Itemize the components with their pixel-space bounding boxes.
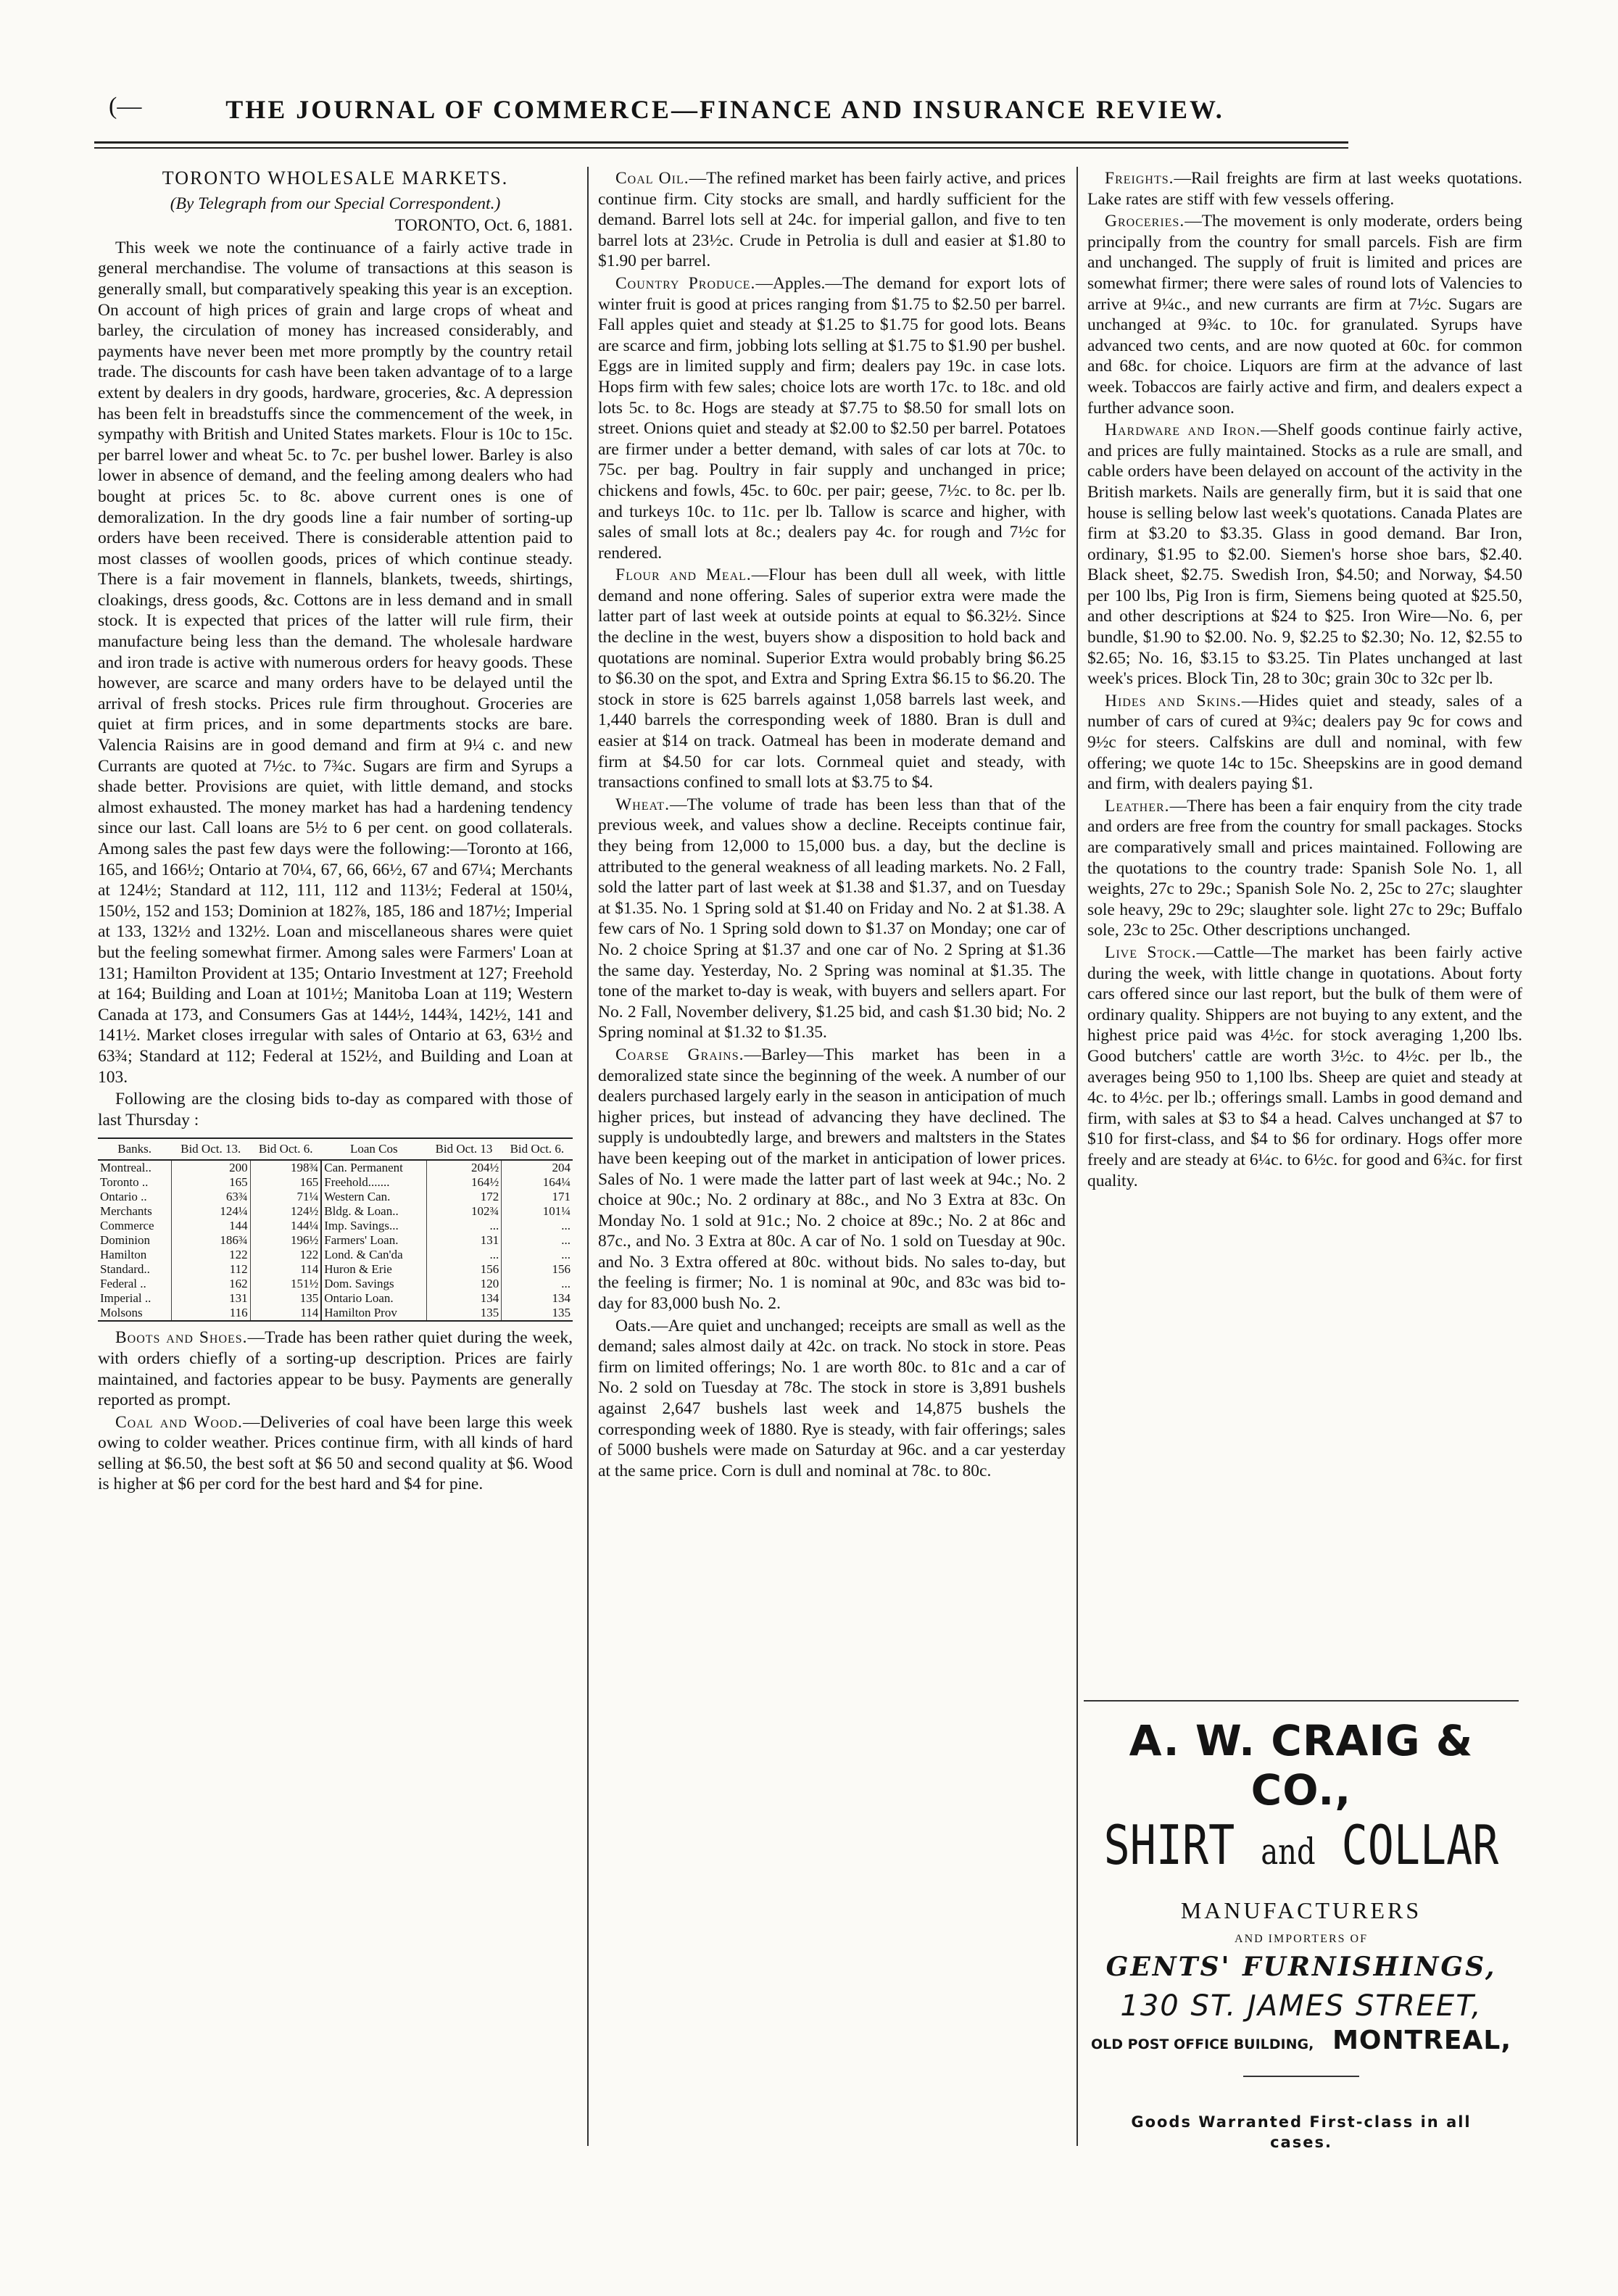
bids-table-row	[98, 1248, 573, 1262]
bids-table-cell: 156	[426, 1262, 502, 1277]
coal-oil-paragraph	[598, 168, 1066, 272]
bids-table-cell: 135	[426, 1306, 502, 1321]
coarse-grains-heading: Coarse Grains.	[615, 1045, 744, 1064]
coal-wood-paragraph	[98, 1412, 573, 1495]
ad-shirt: SHIRT	[1103, 1814, 1235, 1878]
bids-table-cell: Montreal..	[100, 1161, 152, 1175]
leather-text: —There has been a fair enquiry from the city trade and orders are free from the country for small packages. Stocks are comparatively small and prices maintained. Following are the quotations to the country trade: Spanish Sole No. 1, all weights, 27c to 29c.; Spanish Sole No. 2, 25c to 27c; slaughter sole heavy, 29c to 29c; slaughter sole. light 27c to 29c; Buffalo sole, 23c to 25c. Other descriptions unchanged.	[1087, 796, 1522, 940]
ad-address: 130 ST. JAMES STREET,	[1120, 1989, 1482, 2023]
bids-table-cell: 131	[171, 1291, 250, 1306]
column-divider-2	[1076, 167, 1078, 2146]
bids-table-cell: Standard..	[100, 1262, 150, 1277]
flour-meal-text: —Flour has been dull all week, with little demand and none offering. Sales of superior extra were made the latter part of last week at outside points at equal to $6.32½. Since the decline in the west, buyers show a disposition to hold back and quotations are nominal. Superior Extra would probably bring $6.25 to $6.30 on the spot, and Extra and Spring Extra $6.15 to $6.20. The stock in store is 625 barrels against 1,058 barrels last week, and 1,440 barrels the corresponding week of 1880. Bran is dull and easier at $14 on track. Oatmeal has been in moderate demand and firm at $4.50 for car lots. Cornmeal quiet and steady, with transactions confined to small lots at $3.75 to $4.	[598, 565, 1066, 792]
bids-table-cell: 164¼	[502, 1175, 573, 1190]
header-rule-top	[94, 141, 1348, 144]
bids-table-cell: Toronto ..	[100, 1175, 149, 1190]
bids-table-cell: 114	[250, 1262, 321, 1277]
column-1	[98, 168, 573, 2198]
ad-manufacturers: MANUFACTURERS	[1180, 1897, 1422, 1923]
bids-table-cell: Hamilton	[100, 1248, 147, 1262]
bids-table-cell: Huron & Erie	[321, 1262, 426, 1277]
bids-table-cell: 71¼	[250, 1190, 321, 1204]
wheat-heading: Wheat.	[615, 795, 670, 814]
bids-table-row	[98, 1262, 573, 1277]
bids-table-body	[98, 1160, 573, 1321]
bids-intro: Following are the closing bids to-day as compared with those of last Thursday :	[98, 1090, 573, 1130]
bids-table-cell: 114	[250, 1306, 321, 1321]
hardware-iron-paragraph	[1087, 420, 1522, 689]
bids-table-cell: 165	[250, 1175, 321, 1190]
bids-table-cell: 164½	[426, 1175, 502, 1190]
article-subtitle: (By Telegraph from our Special Correspondent.)	[170, 194, 501, 213]
ad-importers: AND IMPORTERS OF	[1235, 1933, 1368, 1945]
bids-table-header	[98, 1138, 573, 1160]
hardware-iron-heading: Hardware and Iron.	[1105, 420, 1261, 440]
bids-table-cell: 162	[171, 1277, 250, 1291]
bids-header-cell: Bid Oct. 13	[426, 1138, 502, 1160]
groceries-text: —The movement is only moderate, orders being principally from the country for small parcels. Fish are firm and unchanged. The supply of fruit is limited and prices are somewhat firmer; there were sales of round lots of Valencies to arrive at 9¼c., and new currants are firm at 7½c. Sugars are unchanged at 9¾c. to 10c. for granulated. Syrups have advanced two cents, and are now quoted at 60c. for common and 68c. for choice. Liquors are firm at the advance of last week. Tobaccos are fairly active and firm, and dealers expect a further advance soon.	[1087, 212, 1522, 418]
bids-table-cell: 144¼	[250, 1219, 321, 1233]
ad-company-name: A. W. CRAIG & CO.,	[1129, 1716, 1474, 1815]
bids-table-cell: 135	[502, 1306, 573, 1321]
live-stock-text: —Cattle—The market has been fairly active during the week, with little change in quotations. About forty cars offered since our last report, but the bulk of them were of ordinary quality. Shippers are not buying to any extent, and the highest price paid was 4½c. for stock averaging 1,200 lbs. Good butchers' cattle are worth 3½c. to 4½c. per lb., the averages being 950 to 1,100 lbs. Sheep are quiet and steady at 4c. to 4½c. per lb.; offerings small. Lambs in good demand and firm, with sales at $3 to $4 a head. Calves unchanged at $7 to $10 for first-class, and $4 to $6 for ordinary. Hogs offer more freely and are steady at 6¼c. to 6½c. for good and 6¾c. for first quality.	[1087, 942, 1522, 1190]
bids-table-row	[98, 1291, 573, 1306]
bids-table-cell: 112	[171, 1262, 250, 1277]
article-dateline: TORONTO, Oct. 6, 1881.	[394, 216, 573, 236]
bids-table-row	[98, 1306, 573, 1321]
hides-skins-heading: Hides and Skins.	[1105, 691, 1242, 710]
bids-table-row	[98, 1190, 573, 1204]
bids-table-cell: Can. Permanent	[321, 1160, 426, 1175]
bids-table-cell: 134	[502, 1291, 573, 1306]
bids-table-cell: 200	[171, 1160, 250, 1175]
groceries-heading: Groceries.	[1105, 212, 1185, 231]
bids-header-cell: Bid Oct. 6.	[250, 1138, 321, 1160]
live-stock-paragraph	[1087, 942, 1522, 1191]
country-produce-heading: Country Produce.	[615, 273, 756, 293]
bids-table-cell: Dominion	[100, 1233, 150, 1248]
market-report-paragraph: This week we note the continuance of a fairly active trade in general merchandise. The volume of transactions at this season is generally small, but comparatively speaking this year is an exception. On account of high prices of grain and large crops of wheat and barley, the circulation of money has increased considerably, and payments have never been met more promptly by the country retail trade. The discounts for cash have been taken advantage of to a large extent by dealers in dry goods, hardware, groceries, &c. A depression has been felt in breadstuffs since the commencement of the week, in sympathy with British and United States markets. Flour is 10c to 15c. per barrel lower and wheat 5c. to 7c. per bushel lower. Barley is also lower in absence of demand, and the feeling among dealers who had bought at prices 5c. to 8c. above current ones is one of demoralization. In the dry goods line a fair number of sorting-up orders have been received. There is considerable attention paid to most classes of woollen goods, prices of which continue steady. There is a fair movement in flannels, blankets, tweeds, shirtings, cloakings, dress goods, &c. Cottons are in less demand and in small stock. It is expected that prices of the latter will rule firm, their manufacture being less than the demand. The wholesale hardware and iron trade is active with numerous orders for heavy goods. These however, are scarce and many orders have to be delayed until the arrival of fresh stocks. Prices rule firm throughout. Groceries are quiet at firm prices, and in some departments stocks are bare. Valencia Raisins are in good demand and firm at 9¼ c. and new Currants are quoted at 7½c. to 7¾c. Sugars are firm and Syrups a shade better. Provisions are quiet, with little demand, and stocks almost exhausted. The money market has had a hardening tendency since our last. Call loans are 5½ to 6 per cent. on good collaterals. Among sales the past few days were the following:—Toronto at 166, 165, and 166½; Ontario at 70¼, 67, 66, 66½, 67 and 67¼; Merchants at 124½; Standard at 112, 111, 112 and 113½; Federal at 150¼, 150½, 152 and 153; Dominion at 182⅞, 185, 186 and 187½; Imperial at 133, 132½ and 132½. Loan and miscellaneous shares were quiet but the feeling somewhat firmer. Among sales were Farmers' Loan at 131; Hamilton Provident at 135; Ontario Investment at 127; Freehold at 164; Building and Loan at 101½; Manitoba Loan at 119; Western Canada at 173, and Consumers Gas at 144½, 144¾, 142½, 141 and 141½. Market closes irregular with sales of Ontario at 63, 63½ and 63¾; Standard at 112; Federal at 152½, and Building and Loan at 103.	[98, 238, 573, 1087]
oats-paragraph: Oats.—Are quiet and unchanged; receipts are small as well as the demand; sales almost daily at 42c. on track. No stock in store. Peas firm on limited offerings; No. 1 are worth 80c. to 81c and a car of No. 2 sold on Tuesday at 78c. The stock in store is 3,891 bushels against 2,647 bushels last week and 14,875 bushels the corresponding week of 1880. Rye is steady, with fair offerings; sales of 5000 bushels were made on Saturday at 96c. and a car yesterday at the same price. Corn is dull and nominal at 78c. to 80c.	[598, 1316, 1066, 1480]
coarse-grains-text: —Barley—This market has been in a demoralized state since the beginning of the week. A number of our dealers purchased largely early in the season in anticipation of much higher prices, but instead of advancing they have declined. The supply is undoubtedly large, and brewers and maltsters in the States have been keeping out of the market in anticipation of lower prices. Sales of No. 1 were made the latter part of last week at 94c.; No. 2 choice at 90c.; No. 2 ordinary at 88c., and No 3 Extra at 83c. On Monday No. 1 sold at 91c.; No. 2 choice at 89c.; No. 2 at 86c and 87c., and No. 3 Extra at 80c. A car of No. 1 sold on Tuesday at 90c. and No. 3 Extra offered at 80c. without bids. No sales to-day, but the feeling is firmer; No. 1 is nominal at 90c, and 83c was bid to-day for 83,000 bush No. 2.	[598, 1045, 1066, 1314]
bids-table-cell: 134	[426, 1291, 502, 1306]
bids-table-row	[98, 1219, 573, 1233]
bids-table-cell: ...	[502, 1277, 573, 1291]
bids-table-cell: 171	[502, 1190, 573, 1204]
bids-table-row	[98, 1233, 573, 1248]
freights-heading: Freights.	[1105, 169, 1174, 188]
wheat-text: —The volume of trade has been less than that of the previous week, and values show a decline. Receipts continue fair, they being from 12,000 to 15,000 bus. a day, but the decline is attributed to the general weakness of all leading markets. No. 2 Fall, sold the latter part of last week at $1.38 and $1.37, and on Tuesday at $1.35. No. 1 Spring sold at $1.40 on Friday and No. 2 at $1.38. A few cars of No. 1 Spring sold down to $1.37 on Monday; one car of No. 2 choice Spring at $1.37 and one car of No. 2 Spring at $1.36 the same day. Yesterday, No. 2 Spring was nominal at $1.35. The tone of the market to-day is weak, with buyers and sellers apart. For No. 2 Fall, November delivery, $1.25 bid, and cash $1.30 bid; No. 2 Spring nominal at $1.32 to $1.35.	[598, 795, 1066, 1043]
ad-product-line	[1084, 1814, 1519, 1878]
bids-table-cell: ...	[502, 1248, 573, 1262]
bids-table-cell: 124½	[250, 1204, 321, 1219]
bids-table-cell: Ontario Loan.	[321, 1291, 426, 1306]
bids-table-cell: 122	[250, 1248, 321, 1262]
bids-table-cell: Western Can.	[321, 1190, 426, 1204]
coal-wood-text: —Deliveries of coal have been large this week owing to colder weather. Prices continue firm, with all kinds of hard selling at $6.50, the best soft at $6 50 and second quality at $6. Wood is higher at $6 per cord for the best hard and $4 for pine.	[98, 1412, 573, 1494]
bids-table-cell: Lond. & Can'da	[321, 1248, 426, 1262]
bids-table-cell: 122	[171, 1248, 250, 1262]
bids-header-cell: Bid Oct. 6.	[502, 1138, 573, 1160]
coal-wood-heading: Coal and Wood.	[115, 1412, 243, 1432]
hides-skins-paragraph	[1087, 691, 1522, 795]
ad-top-rule	[1084, 1700, 1519, 1702]
page-corner-mark: (—	[109, 93, 142, 120]
bids-header-cell: Banks.	[98, 1138, 171, 1160]
bids-table-cell: Imperial ..	[100, 1291, 152, 1306]
live-stock-heading: Live Stock.	[1105, 942, 1197, 962]
bids-table-cell: 116	[171, 1306, 250, 1321]
bids-table-cell: 156	[502, 1262, 573, 1277]
boots-shoes-heading: Boots and Shoes.	[115, 1328, 248, 1348]
bids-table-cell: 101¼	[502, 1204, 573, 1219]
coarse-grains-paragraph	[598, 1045, 1066, 1314]
bids-table-cell: 196½	[250, 1233, 321, 1248]
bids-header-cell: Loan Cos	[321, 1138, 426, 1160]
bids-table-row	[98, 1175, 573, 1190]
flour-meal-paragraph	[598, 565, 1066, 793]
bids-table-cell: 204	[502, 1160, 573, 1175]
flour-meal-heading: Flour and Meal.	[615, 565, 752, 585]
bids-table-cell: ...	[502, 1233, 573, 1248]
ad-warranty: Goods Warranted First-class in all cases.	[1131, 2113, 1472, 2151]
leather-heading: Leather.	[1105, 796, 1170, 816]
boots-shoes-paragraph	[98, 1327, 573, 1410]
ad-short-rule	[1243, 2076, 1359, 2077]
bids-table-cell: Farmers' Loan.	[321, 1233, 426, 1248]
bids-table-cell: 172	[426, 1190, 502, 1204]
bids-table-cell: 131	[426, 1233, 502, 1248]
bids-table-cell: 63¾	[171, 1190, 250, 1204]
bids-table-cell: 102¾	[426, 1204, 502, 1219]
freights-paragraph	[1087, 168, 1522, 210]
country-produce-paragraph	[598, 273, 1066, 563]
ad-and: and	[1261, 1831, 1316, 1873]
bids-table-cell: 186¾	[171, 1233, 250, 1248]
hides-skins-text: —Hides quiet and steady, sales of a number of cars of cured at 9¾c; dealers pay 9c for cows and 9½c for steers. Calfskins are dull and nominal, with few offering; we quote 14c to 15c. Sheepskins are in good demand and firm, with dealers paying $1.	[1087, 691, 1522, 794]
bids-table-cell: 198¾	[250, 1160, 321, 1175]
freights-text: —Rail freights are firm at last weeks quotations. Lake rates are stiff with few vessels offering.	[1087, 169, 1522, 209]
journal-header: THE JOURNAL OF COMMERCE—FINANCE AND INSURANCE REVIEW.	[225, 95, 1224, 124]
ad-gents-furnishings: GENTS' FURNISHINGS,	[1105, 1952, 1497, 1982]
coal-oil-heading: Coal Oil.	[615, 169, 689, 188]
bids-table-cell: Ontario ..	[100, 1190, 147, 1204]
bids-table-row	[98, 1204, 573, 1219]
ad-location-row	[1091, 2026, 1511, 2055]
bids-table-cell: 135	[250, 1291, 321, 1306]
wheat-paragraph	[598, 795, 1066, 1043]
ad-building: OLD POST OFFICE BUILDING,	[1091, 2036, 1314, 2052]
ad-city: MONTREAL,	[1332, 2026, 1511, 2055]
bids-table-cell: ...	[502, 1219, 573, 1233]
boots-shoes-text: —Trade has been rather quiet during the week, with orders chiefly of a sorting-up description. Prices are fairly maintained, and factories appear to be busy. Payments are generally reported as prompt.	[98, 1328, 573, 1410]
bids-table-cell: 204½	[426, 1160, 502, 1175]
bids-table-cell: Freehold.......	[321, 1175, 426, 1190]
closing-bids-table	[98, 1137, 573, 1322]
coal-oil-text: —The refined market has been fairly active, and prices continue firm. City stocks are small, and hardly sufficient for the demand. Barrel lots sell at 24c. for imperial gallon, and five to ten barrel lots at 23½c. Crude in Petrolia is dull and easier at $1.80 to $1.90 per barrel.	[598, 169, 1066, 271]
bids-table-cell: Dom. Savings	[321, 1277, 426, 1291]
bids-table-cell: Merchants	[100, 1204, 152, 1219]
bids-table-cell: 144	[171, 1219, 250, 1233]
bids-table-cell: 124¼	[171, 1204, 250, 1219]
bids-table-cell: ...	[426, 1248, 502, 1262]
column-divider-1	[587, 167, 589, 2146]
bids-table-cell: 165	[171, 1175, 250, 1190]
hardware-iron-text: —Shelf goods continue fairly active, and prices are fully maintained. Stocks as a rule are small, and cable orders have been delayed on account of the activity in the British markets. Nails are generally firm, but it is said that one house is selling below last week's quotations. Canada Plates are firm at $3.20 to $3.35. Glass in good demand. Bar Iron, ordinary, $1.95 to $2.00. Siemen's horse shoe bars, $2.40. Black sheet, $2.75. Swedish Iron, $4.50; and Norway, $4.50 per 100 lbs, Pig Iron is firm, Siemens being quoted at $25.50, and other descriptions at $24 to $25. Iron Wire—No. 6, per bundle, $1.90 to $2.00. No. 9, $2.25 to $2.30; No. 12, $2.55 to $2.65; No. 16, $3.15 to $3.25. Tin Plates unchanged at last week's prices. Block Tin, 28 to 30c; grain 30c to 32c per lb.	[1087, 420, 1522, 689]
bids-table-cell: Molsons	[98, 1306, 171, 1321]
bids-table-row	[98, 1277, 573, 1291]
bids-table-cell: ...	[426, 1219, 502, 1233]
bids-table-cell: Bldg. & Loan..	[321, 1204, 426, 1219]
article-title: TORONTO WHOLESALE MARKETS.	[162, 168, 509, 188]
column-3	[1087, 168, 1522, 1676]
ad-collar: COLLAR	[1341, 1814, 1499, 1878]
craig-advertisement	[1084, 1700, 1519, 2152]
leather-paragraph	[1087, 796, 1522, 941]
column-2	[598, 168, 1066, 2147]
bids-table-cell: Hamilton Prov	[321, 1306, 426, 1321]
bids-table-cell: 120	[426, 1277, 502, 1291]
bids-header-cell: Bid Oct. 13.	[171, 1138, 250, 1160]
bids-table-row	[98, 1160, 573, 1175]
groceries-paragraph	[1087, 211, 1522, 418]
bids-table-cell: Commerce	[100, 1219, 154, 1233]
bids-table-cell: 151½	[250, 1277, 321, 1291]
header-rule-bottom	[94, 147, 1348, 149]
country-produce-text: —Apples.—The demand for export lots of winter fruit is good at prices ranging from $1.75 to $2.50 per barrel. Fall apples quiet and steady at $1.25 to $1.75 for good lots. Beans are scarce and firm, jobbing lots selling at $1.75 to $1.90 per bushel. Eggs are in limited supply and firm; dealers pay 19c. in case lots. Hops firm with few sales; choice lots are worth 17c. to 18c. and old lots 5c. to 8c. Hogs are steady at $7.75 to $8.50 for small lots on street. Onions quiet and steady at $2.00 to $2.50 per barrel. Potatoes are firmer under a better demand, with sales of car lots at 70c. to 75c. per bag. Poultry in fair supply and unchanged in price; chickens and fowls, 45c. to 60c. per pair; geese, 7½c. to 8c. per lb. and turkeys 10c. to 11c. per lb. Tallow is scarce and higher, with sales of small lots at 8c.; dealers pay 4c. for rough and 7½c for rendered.	[598, 273, 1066, 563]
bids-table-cell: Federal ..	[100, 1277, 146, 1291]
bids-table-cell: Imp. Savings...	[321, 1219, 426, 1233]
